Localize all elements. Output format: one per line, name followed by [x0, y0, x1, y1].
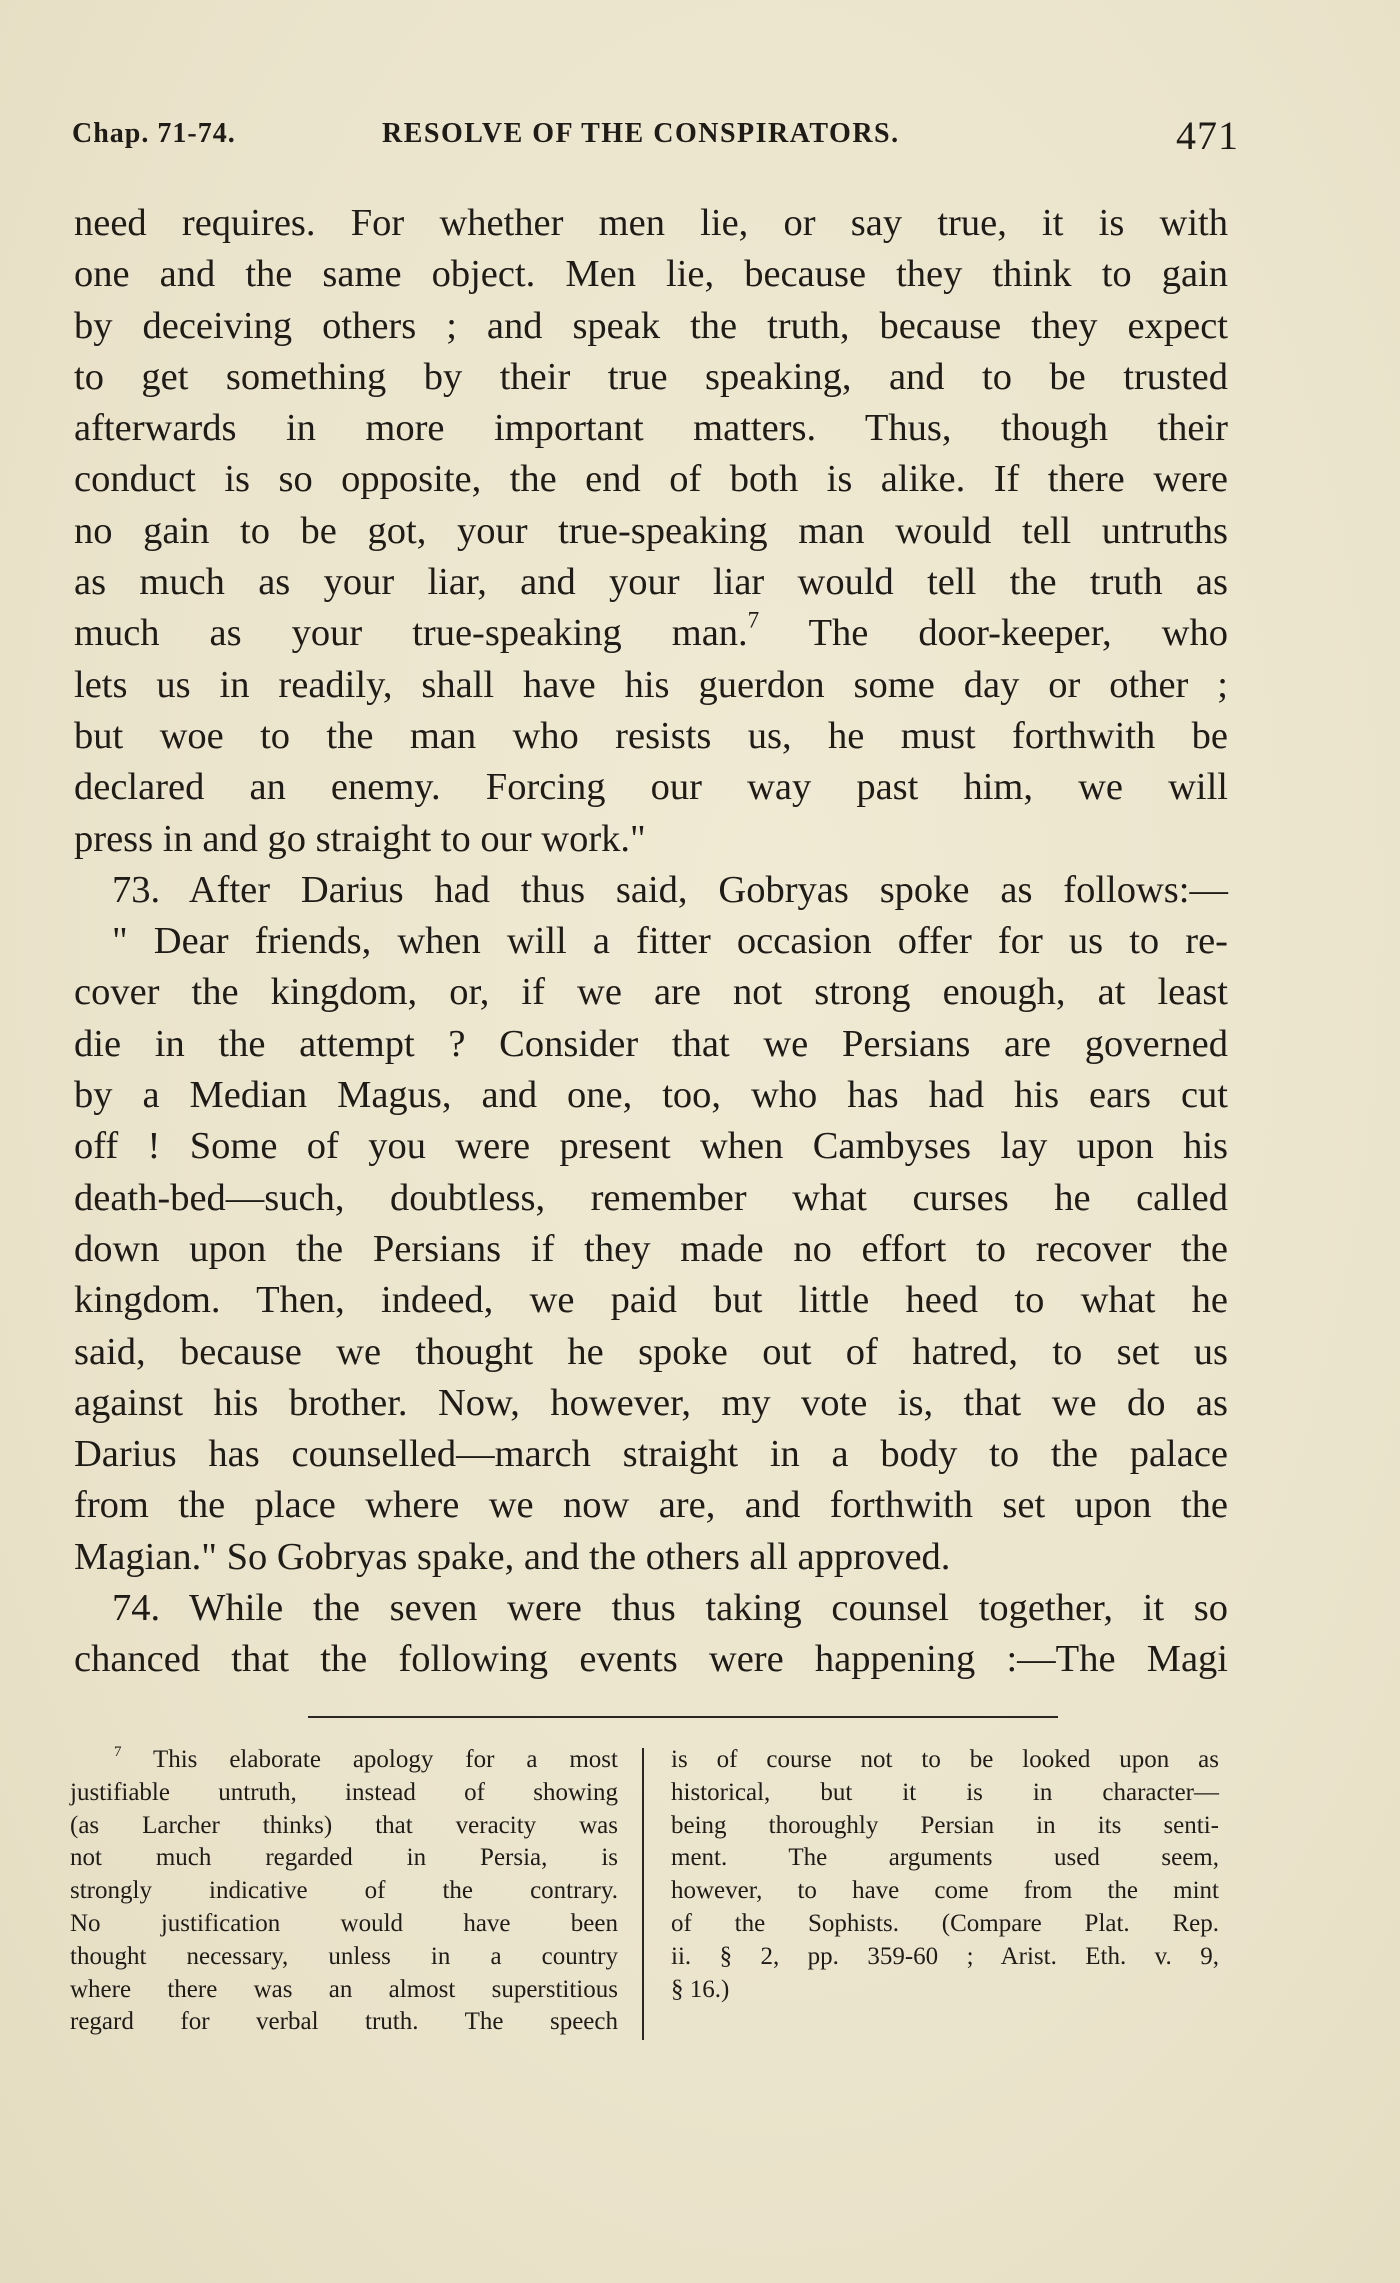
text-line: declared an enemy. Forcing our way past him, we will [74, 766, 1228, 809]
chapter-range: Chap. 71-74. [72, 118, 236, 149]
footnote-line: thought necessary, unless in a country [70, 1942, 618, 1970]
footnote-line: regard for verbal truth. The speech [70, 2008, 618, 2036]
text-line: die in the attempt ? Consider that we Persians are governed [74, 1022, 1228, 1065]
footnote-line: § 16.) [671, 1975, 730, 2003]
text-line: Magian." So Gobryas spake, and the others all approved. [74, 1535, 951, 1578]
text-line: as much as your liar, and your liar would tell the truth as [74, 561, 1228, 604]
text-line: lets us in readily, shall have his guerdon some day or other ; [74, 663, 1228, 706]
footnote-line-with-marker [70, 1744, 618, 1777]
text-fragment: much as your true-speaking man. [74, 612, 748, 655]
footnote-line: historical, but it is in character— [671, 1778, 1219, 1806]
text-line: but woe to the man who resists us, he must forthwith be [74, 714, 1228, 757]
text-line: no gain to be got, your true-speaking man would tell untruths [74, 509, 1228, 552]
text-line: press in and go straight to our work." [74, 817, 646, 860]
text-line: afterwards in more important matters. Thus, though their [74, 407, 1228, 450]
footnote-line: of the Sophists. (Compare Plat. Rep. [671, 1909, 1219, 1937]
footnote-line: (as Larcher thinks) that veracity was [70, 1811, 618, 1839]
footnote-line: is of course not to be looked upon as [671, 1746, 1219, 1773]
text-fragment: The door-keeper, who [759, 612, 1228, 655]
text-line: Darius has counselled—march straight in a body to the palace [74, 1433, 1228, 1476]
text-line: down upon the Persians if they made no effort to recover the [74, 1227, 1228, 1270]
page-title: RESOLVE OF THE CONSPIRATORS. [382, 118, 900, 149]
text-line: chanced that the following events were happening :—The Magi [74, 1638, 1228, 1681]
footnote-ref[interactable]: 7 [747, 607, 760, 634]
text-line: kingdom. Then, indeed, we paid but little heed to what he [74, 1279, 1228, 1322]
footnote-line: not much regarded in Persia, is [70, 1844, 618, 1872]
footnote-line: strongly indicative of the contrary. [70, 1877, 618, 1905]
text-line: need requires. For whether men lie, or say true, it is with [74, 202, 1228, 244]
text-line: cover the kingdom, or, if we are not strong enough, at least [74, 971, 1228, 1014]
section-74-start: 74. While the seven were thus taking counsel together, it so [112, 1587, 1228, 1630]
footnote-line: however, to have come from the mint [671, 1877, 1219, 1905]
footnote-line: being thoroughly Persian in its senti- [671, 1811, 1219, 1839]
text-line-with-footnote-ref [74, 608, 1228, 659]
text-line: from the place where we now are, and forthwith set upon the [74, 1484, 1228, 1527]
main-text [74, 198, 1228, 1686]
footnote-line: ii. § 2, pp. 359-60 ; Arist. Eth. v. 9, [671, 1942, 1219, 1970]
text-line: against his brother. Now, however, my vote is, that we do as [74, 1381, 1228, 1424]
section-73-start: 73. After Darius had thus said, Gobryas spoke as follows:— [112, 868, 1228, 911]
text-line: by a Median Magus, and one, too, who has had his ears cut [74, 1074, 1228, 1117]
text-line: " Dear friends, when will a fitter occasion offer for us to re- [112, 920, 1228, 963]
text-line: death-bed—such, doubtless, remember what curses he called [74, 1176, 1228, 1219]
text-line: conduct is so opposite, the end of both is alike. If there were [74, 458, 1228, 501]
footnote-fragment: This elaborate apology for a most [152, 1746, 618, 1773]
footnote-separator [308, 1716, 1058, 1718]
footnote-column-divider [642, 1748, 644, 2040]
footnote-line: where there was an almost superstitious [70, 1975, 618, 2003]
text-line: one and the same object. Men lie, because they think to gain [74, 253, 1228, 296]
text-line: to get something by their true speaking, and to be trusted [74, 355, 1228, 398]
footnote-line: No justification would have been [70, 1909, 618, 1937]
footnote [70, 1744, 1230, 2044]
text-line: said, because we thought he spoke out of hatred, to set us [74, 1330, 1228, 1373]
text-line: off ! Some of you were present when Cambyses lay upon his [74, 1125, 1228, 1168]
running-head [72, 112, 1239, 162]
footnote-line: justifiable untruth, instead of showing [70, 1778, 618, 1806]
text-line: by deceiving others ; and speak the truth, because they expect [74, 304, 1228, 347]
footnote-marker: 7 [114, 1743, 122, 1760]
page-number: 471 [1176, 113, 1239, 158]
footnote-column-left [70, 1744, 618, 2039]
footnote-line: ment. The arguments used seem, [671, 1844, 1219, 1872]
footnote-column-right [671, 1744, 1219, 2006]
